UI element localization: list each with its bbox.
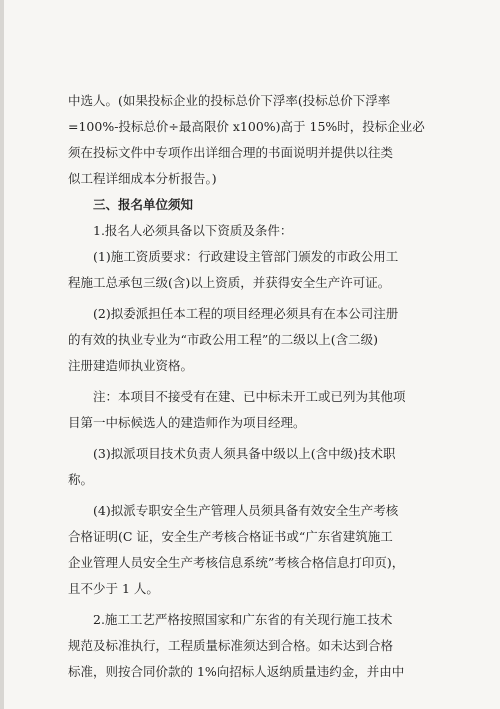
text-line: (3)拟派项目技术负责人须具备中级以上(含中级)技术职: [93, 446, 396, 461]
text-line: 注册建造师执业资格。: [68, 358, 194, 373]
text-line: 中选人。(如果投标企业的投标总价下浮率(投标总价下浮率: [68, 93, 391, 108]
text-line: (1)施工资质要求：行政建设主管部门颁发的市政公用工: [93, 249, 399, 264]
text-line: 标准，则按合同价款的 1%向招标人返纳质量违约金，并由中: [68, 664, 405, 679]
text-line: 且不少于 1 人。: [68, 581, 159, 596]
text-line: 目第一中标候选人的建造师作为项目经理。: [68, 415, 306, 430]
text-line: (4)拟派专职安全生产管理人员须具备有效安全生产考核: [93, 503, 399, 518]
text-line: 须在投标文件中专项作出详细合理的书面说明并提供以往类: [68, 145, 394, 160]
text-line: 企业管理人员安全生产考核信息系统”考核合格信息打印页)，: [68, 555, 405, 570]
text-line: 注：本项目不接受有在建、已中标未开工或已列为其他项: [93, 389, 406, 404]
text-line: 称。: [68, 472, 94, 487]
text-line: 规范及标准执行，工程质量标准须达到合格。如未达到合格: [68, 638, 394, 653]
section-intro: 1.报名人必须具备以下资质及条件：: [93, 223, 293, 238]
text-line: =100%-投标总价÷最高限价 x100%)高于 15%时，投标企业必: [68, 119, 425, 134]
text-line: 合格证明(C 证，安全生产考核合格证书或“广东省建筑施工: [68, 529, 393, 544]
text-line: 程施工总承包三级(含)以上资质，并获得安全生产许可证。: [68, 275, 391, 290]
text-line: 的有效的执业专业为“市政公用工程”的二级以上(含二级): [68, 332, 379, 347]
section-heading: 三、报名单位须知: [93, 197, 194, 212]
text-line: 似工程详细成本分析报告。): [68, 171, 217, 186]
text-line: 2.施工工艺严格按照国家和广东省的有关现行施工技术: [93, 612, 393, 627]
text-line: (2)拟委派担任本工程的项目经理必须具有在本公司注册: [93, 306, 399, 321]
document-body: [68, 88, 484, 685]
